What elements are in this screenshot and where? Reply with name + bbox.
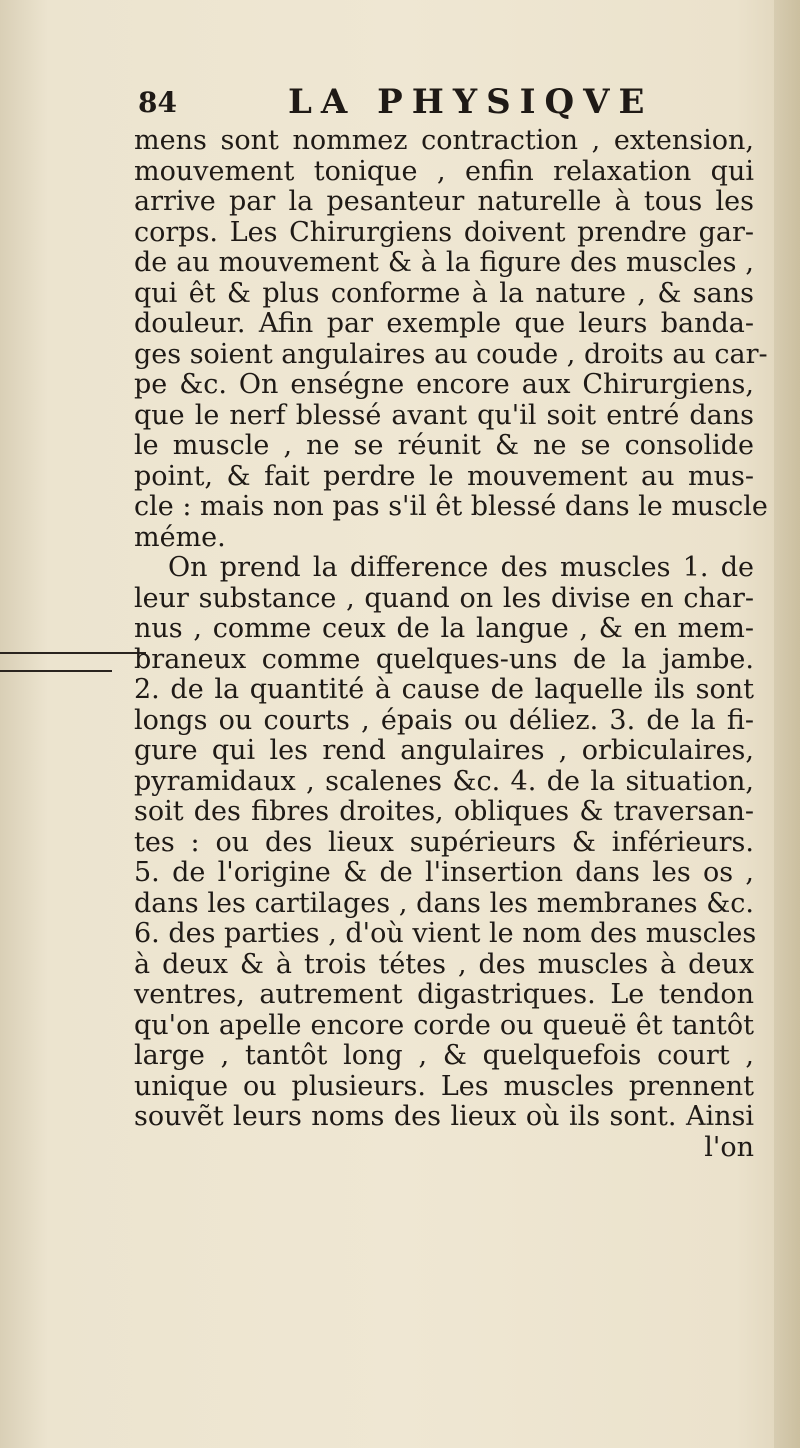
- text-line: 2. de la quantité à cause de laquelle ils sont: [134, 674, 754, 705]
- text-line: dans les cartilages , dans les membranes &c.: [134, 887, 754, 919]
- text-line: qui êt & plus conforme à la nature , & sans: [134, 277, 754, 309]
- margin-mark: [0, 652, 146, 654]
- page-gutter: [774, 0, 800, 1448]
- text-line: leur substance , quand on les divise en char-: [134, 582, 754, 614]
- text-line: gure qui les rend angulaires , orbiculaires,: [134, 735, 754, 766]
- running-head: LA PHYSIQVE: [288, 82, 654, 122]
- text-line: braneux comme quelques-uns de la jambe.: [134, 643, 754, 675]
- text-line: arrive par la pesanteur naturelle à tous les: [134, 186, 754, 217]
- text-line: souvẽt leurs noms des lieux où ils sont. Ainsi: [134, 1101, 754, 1132]
- margin-mark: [0, 670, 112, 672]
- text-line: longs ou courts , épais ou déliez. 3. de la fi-: [134, 704, 754, 736]
- text-line: de au mouvement & à la figure des muscles ,: [134, 247, 754, 278]
- text-line: 5. de l'origine & de l'insertion dans les os ,: [134, 857, 754, 888]
- text-line: On prend la difference des muscles 1. de: [168, 552, 754, 583]
- text-line: tes : ou des lieux supérieurs & inférieurs.: [134, 826, 754, 858]
- text-line: nus , comme ceux de la langue , & en mem-: [134, 613, 754, 644]
- text-line: cle : mais non pas s'il êt blessé dans le muscle: [134, 491, 768, 522]
- text-line: mens sont nommez contraction , extension,: [134, 125, 754, 156]
- text-line: mouvement tonique , enfin relaxation qui: [134, 155, 754, 187]
- text-line: large , tantôt long , & quelquefois court ,: [134, 1040, 754, 1071]
- page-number: 84: [138, 86, 177, 119]
- page-header: [138, 82, 738, 126]
- text-line: que le nerf blessé avant qu'il soit entré dans: [134, 399, 754, 431]
- text-line: unique ou plusieurs. Les muscles prennent: [134, 1070, 754, 1102]
- text-line: à deux & à trois tétes , des muscles à deux: [134, 948, 754, 980]
- body-text: [134, 125, 768, 1163]
- catchword: l'on: [704, 1131, 754, 1163]
- text-line: le muscle , ne se réunit & ne se consolide: [134, 430, 754, 461]
- text-line: pe &c. On enségne encore aux Chirurgiens,: [134, 369, 754, 400]
- text-line: qu'on apelle encore corde ou queuë êt tantôt: [134, 1009, 754, 1041]
- text-line: méme.: [134, 521, 226, 553]
- text-line: 6. des parties , d'où vient le nom des muscles: [134, 918, 757, 949]
- text-line: soit des fibres droites, obliques & traversan-: [134, 796, 754, 827]
- text-line: point, & fait perdre le mouvement au mus-: [134, 460, 754, 492]
- text-line: douleur. Afin par exemple que leurs banda-: [134, 308, 754, 339]
- text-line: corps. Les Chirurgiens doivent prendre gar-: [134, 216, 754, 248]
- text-line: pyramidaux , scalenes &c. 4. de la situation,: [134, 765, 754, 797]
- text-line: ges soient angulaires au coude , droits au car-: [134, 338, 768, 370]
- text-line: ventres, autrement digastriques. Le tendon: [134, 979, 754, 1010]
